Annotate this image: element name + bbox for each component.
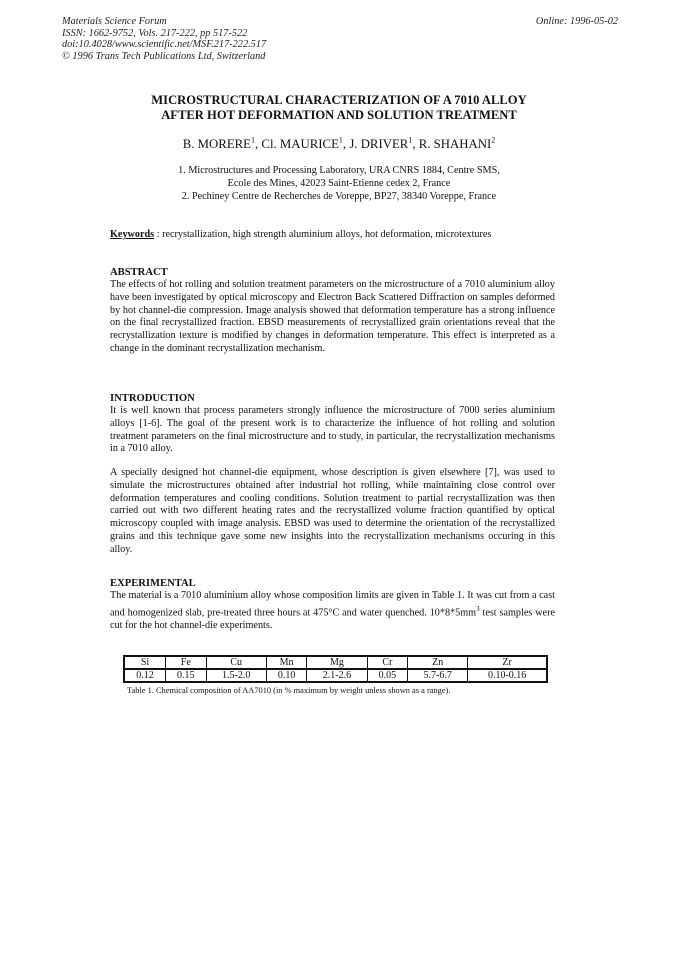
introduction-paragraph-2: A specially designed hot channel-die equipment, whose description is given elsewhere [7], was used to simulate the microstructures obtained after industrial hot rolling, while maintaining close control over deformation temperatures and cooling conditions. Solution treatment to partial recrystallization was then carried out with two different heating rates and the recrystallized volume fraction quantified by optical microscopy coupled with image analysis. EBSD was used to determine the orientation of the recrystallized grains and this technique gave some new insights into the recrystallization mechanisms occuring in this alloy. xyxy=(110,467,555,555)
issn-line: ISSN: 1662-9752, Vols. 217-222, pp 517-522 xyxy=(62,27,248,39)
copyright-line: © 1996 Trans Tech Publications Ltd, Switzerland xyxy=(62,50,266,62)
online-date: Online: 1996-05-02 xyxy=(535,16,618,27)
introduction-section xyxy=(110,393,555,456)
table-header-cell: Zr xyxy=(468,656,547,669)
author: B. MORERE$^1$, xyxy=(182,136,262,152)
table-header-cell: Cu xyxy=(206,656,266,669)
table-cell: 2.1-2.6 xyxy=(307,669,367,682)
paper-title xyxy=(0,93,678,123)
affiliation-line: Ecole des Mines, 42023 Saint-Etienne cedex 2, France xyxy=(227,178,451,189)
journal-name: Materials Science Forum xyxy=(62,16,167,27)
introduction-paragraph-1: It is well known that process parameters strongly influence the microstructure of 7000 series aluminium alloys [1-6]. The goal of the present work is to characterize the influence of hot rolling and solution treatment parameters on the final microstructure and to study, in particular, the recrystallization mechanisms in a 7010 alloy. xyxy=(110,405,555,455)
author-list xyxy=(0,136,678,152)
experimental-heading: EXPERIMENTAL xyxy=(110,578,196,589)
experimental-section xyxy=(110,578,555,633)
table-cell: 0.05 xyxy=(367,669,408,682)
keywords-text: : recrystallization, high strength aluminium alloys, hot deformation, microtextures xyxy=(154,229,492,240)
introduction-heading: INTRODUCTION xyxy=(110,393,195,404)
affiliations xyxy=(0,164,678,203)
affiliation-line: 2. Pechiney Centre de Recherches de Voreppe, BP27, 38340 Voreppe, France xyxy=(181,191,497,202)
table-caption: Table 1. Chemical composition of AA7010 (in % maximum by weight unless shown as a range). xyxy=(127,686,451,695)
table-header-cell: Si xyxy=(124,656,166,669)
composition-table xyxy=(123,655,548,683)
table-header-cell: Mn xyxy=(266,656,307,669)
table-header-cell: Mg xyxy=(307,656,367,669)
table-header-cell: Fe xyxy=(166,656,207,669)
keywords-label: Keywords xyxy=(110,229,155,240)
table-row xyxy=(124,669,547,682)
abstract-section xyxy=(110,267,555,356)
journal-header xyxy=(62,16,266,62)
experimental-text: The material is a 7010 aluminium alloy whose composition limits are given in Table 1. It was cut from a cast and homogenized slab, pre-treated three hours at 475°C and water quenched. $10*8*5mm^3$ test samples were cut for the hot channel-die experiments. xyxy=(110,590,555,631)
title-line-1: MICROSTRUCTURAL CHARACTERIZATION OF A 7010 ALLOY xyxy=(151,93,527,107)
abstract-text: The effects of hot rolling and solution treatment parameters on the microstructure of a 7010 aluminium alloy have been investigated by optical microscopy and Electron Back Scattered Diffraction on samples deformed by hot channel-die compression. Image analysis showed that deformation temperature has a strong influence on the final recrystallized fraction. EBSD measurements of recrystallized grain orientations reveal that the recrystallization texture is modified by changes in deformation temperature. This effect is interpreted as a change in the dominant recrystallization mechanism. xyxy=(110,279,555,354)
table-cell: 0.10 xyxy=(266,669,307,682)
doi-line: doi:10.4028/www.scientific.net/MSF.217-222.517 xyxy=(62,39,267,51)
table-header-row xyxy=(124,656,547,669)
table-header-cell: Cr xyxy=(367,656,408,669)
author: R. SHAHANI$^2$ xyxy=(418,136,496,152)
table-cell: 0.10-0.16 xyxy=(468,669,547,682)
table-cell: 1.5-2.0 xyxy=(206,669,266,682)
keywords xyxy=(110,229,491,240)
author: Cl. MAURICE$^1$, xyxy=(261,136,350,152)
table-header-cell: Zn xyxy=(408,656,468,669)
title-line-2: AFTER HOT DEFORMATION AND SOLUTION TREATMENT xyxy=(161,108,517,122)
table-cell: 0.15 xyxy=(166,669,207,682)
author: J. DRIVER$^1$, xyxy=(349,136,419,152)
affiliation-line: 1. Microstructures and Processing Laboratory, URA CNRS 1884, Centre SMS, xyxy=(178,165,500,176)
table-cell: 5.7-6.7 xyxy=(408,669,468,682)
abstract-heading: ABSTRACT xyxy=(110,267,168,278)
table-cell: 0.12 xyxy=(124,669,166,682)
